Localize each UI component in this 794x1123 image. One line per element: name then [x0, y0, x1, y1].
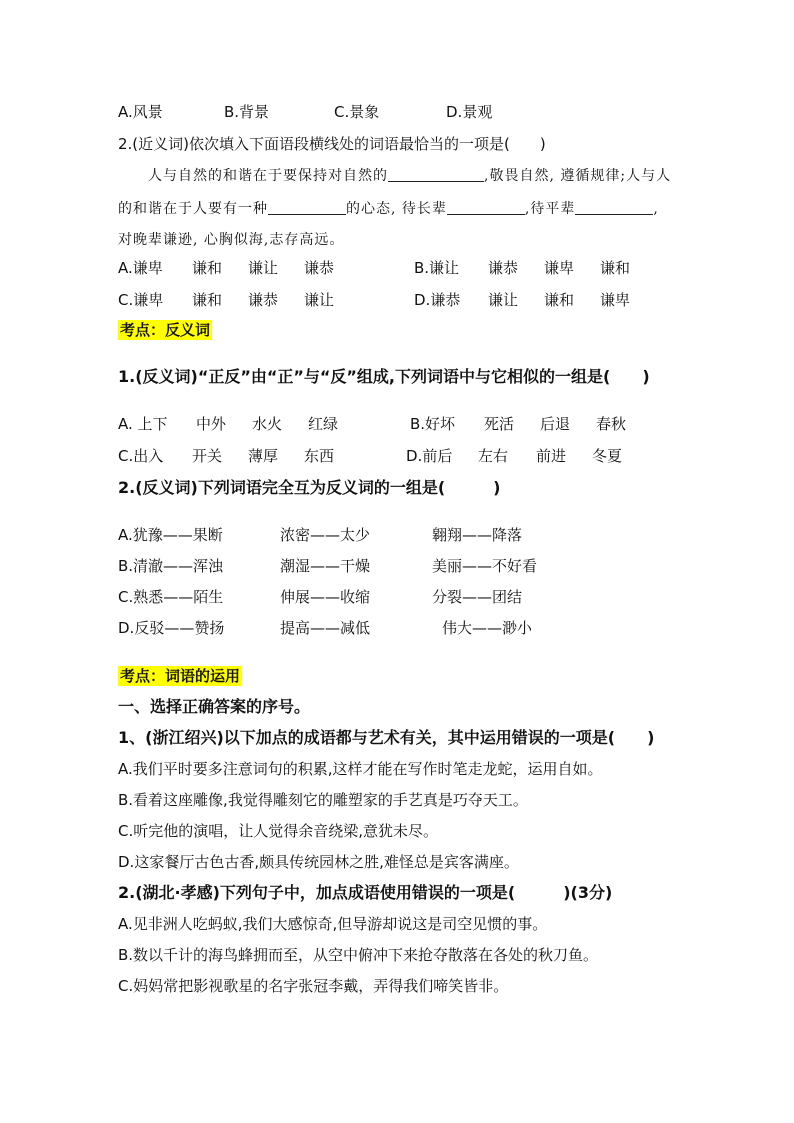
passage-text: ,待平辈 — [524, 201, 576, 217]
option-word: 春秋 — [596, 415, 627, 433]
option-d: D.景观 — [446, 103, 493, 121]
option-pair: 翱翔——降落 — [432, 526, 523, 544]
passage-text: ,敬畏自然, 遵循规律;人与人 — [484, 168, 672, 184]
question-stem: 2.(湖北·孝感)下列句子中，加点成语使用错误的一项是( )(3分) — [118, 883, 613, 902]
option-word: 谦让 — [248, 259, 279, 277]
option-word: 谦和 — [600, 259, 631, 277]
section-heading — [118, 666, 242, 686]
option-word: 谦恭 — [488, 259, 519, 277]
option-word: 死活 — [484, 415, 515, 433]
question-stem: 2.(近义词)依次填入下面语段横线处的词语最恰当的一项是( ) — [118, 135, 546, 153]
option-c: C.熟悉——陌生 — [118, 588, 224, 606]
fill-blank — [447, 200, 525, 215]
option-b: B.背景 — [224, 103, 270, 121]
option-d: D.这家餐厅古色古香,颇具传统园林之胜,难怪总是宾客满座。 — [118, 853, 519, 871]
question-stem: 2.(反义词)下列词语完全互为反义词的一组是( ) — [118, 478, 501, 497]
option-b: B.好坏 — [410, 415, 456, 433]
option-word: 谦和 — [544, 291, 575, 309]
instruction: 一、选择正确答案的序号。 — [118, 697, 311, 716]
option-word: 谦让 — [304, 291, 335, 309]
option-c: C.妈妈常把影视歌星的名字张冠李戴，弄得我们啼笑皆非。 — [118, 977, 509, 995]
fill-blank — [388, 167, 484, 182]
option-d: D.前后 — [406, 447, 453, 465]
option-word: 红绿 — [308, 415, 339, 433]
option-word: 左右 — [478, 447, 509, 465]
option-word: 开关 — [192, 447, 223, 465]
passage-line-1 — [148, 166, 671, 186]
option-word: 后退 — [540, 415, 571, 433]
option-b: B.数以千计的海鸟蜂拥而至，从空中俯冲下来抢夺散落在各处的秋刀鱼。 — [118, 946, 599, 964]
option-pair: 伸展——收缩 — [280, 588, 371, 606]
section-title: 考点：反义词 — [120, 321, 211, 339]
option-d: D.反驳——赞扬 — [118, 619, 225, 637]
option-a: A.犹豫——果断 — [118, 526, 223, 544]
option-a: A.见非洲人吃蚂蚁,我们大感惊奇,但导游却说这是司空见惯的事。 — [118, 915, 548, 933]
option-c: C.出入 — [118, 447, 164, 465]
option-c: C.谦卑 — [118, 291, 164, 309]
option-pair: 浓密——太少 — [280, 526, 371, 544]
passage-line-2 — [118, 199, 659, 219]
option-word: 谦恭 — [248, 291, 279, 309]
option-word: 冬夏 — [592, 447, 623, 465]
option-word: 谦让 — [488, 291, 519, 309]
option-word: 前进 — [536, 447, 567, 465]
section-title: 考点：词语的运用 — [120, 667, 241, 685]
option-word: 薄厚 — [248, 447, 279, 465]
option-pair: 提高——减低 — [280, 619, 371, 637]
option-d: D.谦恭 — [414, 291, 461, 309]
option-b: B.谦让 — [414, 259, 460, 277]
option-pair: 分裂——团结 — [432, 588, 523, 606]
option-pair: 美丽——不好看 — [432, 557, 538, 575]
option-a: A.风景 — [118, 103, 163, 121]
option-b: B.看着这座雕像,我觉得雕刻它的雕塑家的手艺真是巧夺天工。 — [118, 791, 528, 809]
option-word: 谦和 — [192, 291, 223, 309]
section-heading — [118, 320, 212, 340]
option-word: 中外 — [196, 415, 227, 433]
passage-text: 的心态, 待长辈 — [346, 201, 447, 217]
option-a: A. 上下 — [118, 415, 168, 433]
option-c: C.景象 — [334, 103, 380, 121]
passage-text: 人与自然的和谐在于要保持对自然的 — [148, 168, 388, 184]
option-word: 东西 — [304, 447, 335, 465]
option-c: C.听完他的演唱，让人觉得余音绕梁,意犹未尽。 — [118, 822, 439, 840]
passage-text: , — [653, 201, 659, 217]
option-word: 谦和 — [192, 259, 223, 277]
option-a: A.谦卑 — [118, 259, 163, 277]
passage-line-3: 对晚辈谦逊, 心胸似海,志存高远。 — [118, 232, 345, 248]
option-pair: 潮湿——干燥 — [280, 557, 371, 575]
option-a: A.我们平时要多注意词句的积累,这样才能在写作时笔走龙蛇，运用自如。 — [118, 760, 603, 778]
question-stem: 1、(浙江绍兴)以下加点的成语都与艺术有关，其中运用错误的一项是( ) — [118, 728, 655, 747]
fill-blank — [575, 200, 653, 215]
option-word: 水火 — [252, 415, 283, 433]
option-word: 谦卑 — [600, 291, 631, 309]
question-stem: 1.(反义词)“正反”由“正”与“反”组成,下列词语中与它相似的一组是( ) — [118, 367, 650, 386]
option-pair: 伟大——渺小 — [442, 619, 533, 637]
fill-blank — [268, 200, 346, 215]
option-b: B.清澈——浑浊 — [118, 557, 224, 575]
passage-text: 的和谐在于人要有一种 — [118, 201, 268, 217]
option-word: 谦恭 — [304, 259, 335, 277]
option-word: 谦卑 — [544, 259, 575, 277]
